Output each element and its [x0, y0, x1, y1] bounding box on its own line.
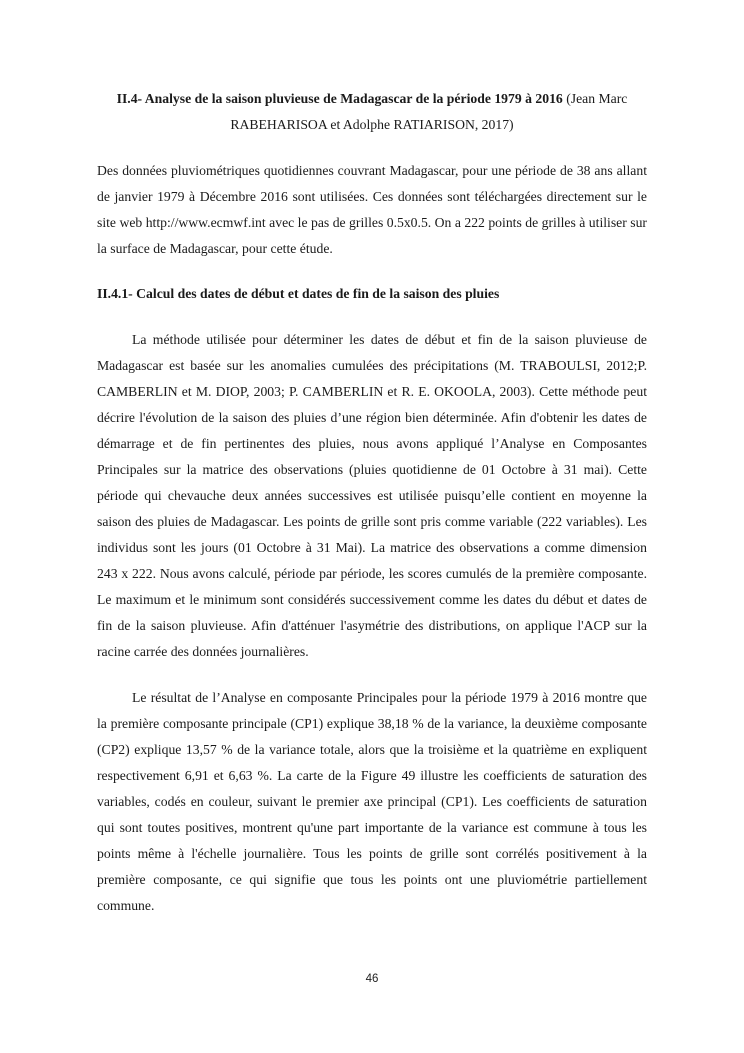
- intro-paragraph: Des données pluviométriques quotidiennes couvrant Madagascar, pour une période de 38 ans allant de janvier 1979 à Décembre 2016 sont utilisées. Ces données sont téléchargées directement sur le site web http://www.ecmwf.int avec le pas de grilles 0.5x0.5. On a 222 points de grilles à utiliser sur la surface de Madagascar, pour cette étude.: [97, 163, 647, 256]
- section-title: [97, 86, 647, 138]
- results-paragraph: Le résultat de l’Analyse en composante Principales pour la période 1979 à 2016 montre que la première composante principale (CP1) explique 38,18 % de la variance, la deuxième composante (CP2) explique 13,57 % de la variance totale, alors que la troisième et la quatrième en expliquent respectivement 6,91 et 6,63 %. La carte de la Figure 49 illustre les coefficients de saturation des variables, codés en couleur, suivant le premier axe principal (CP1). Les coefficients de saturation qui sont toutes positives, montrent qu'une part importante de la variance est commune à tous les points même à l'échelle journalière. Tous les points de grille sont corrélés positivement à la première composante, ce qui signifie que tous les points ont une pluviométrie partiellement commune.: [97, 690, 647, 913]
- section-title-credit: (Jean Marc RABEHARISOA et Adolphe RATIARISON, 2017): [230, 91, 628, 132]
- method-paragraph: La méthode utilisée pour déterminer les dates de début et fin de la saison pluvieuse de Madagascar est basée sur les anomalies cumulées des précipitations (M. TRABOULSI, 2012;P. CAMBERLIN et M. DIOP, 2003; P. CAMBERLIN et R. E. OKOOLA, 2003). Cette méthode peut décrire l'évolution de la saison des pluies d’une région bien déterminée. Afin d'obtenir les dates de démarrage et de fin pertinentes des pluies, nous avons appliqué l’Analyse en Composantes Principales sur la matrice des observations (pluies quotidienne de 01 Octobre à 31 mai). Cette période qui chevauche deux années successives est utilisée puisqu’elle contient en moyenne la saison des pluies de Madagascar. Les points de grille sont pris comme variable (222 variables). Les individus sont les jours (01 Octobre à 31 Mai). La matrice des observations a comme dimension 243 x 222. Nous avons calculé, période par période, les scores cumulés de la première composante. Le maximum et le minimum sont considérés successivement comme les dates du début et dates de fin de la saison pluvieuse. Afin d'atténuer l'asymétrie des distributions, on applique l'ACP sur la racine carrée des données journalières.: [97, 332, 647, 659]
- section-title-main: II.4- Analyse de la saison pluvieuse de Madagascar de la période 1979 à 2016: [116, 91, 563, 106]
- subsection-heading: II.4.1- Calcul des dates de début et dates de fin de la saison des pluies: [97, 286, 500, 301]
- page-number: 46: [365, 973, 379, 985]
- page-content: [97, 86, 647, 919]
